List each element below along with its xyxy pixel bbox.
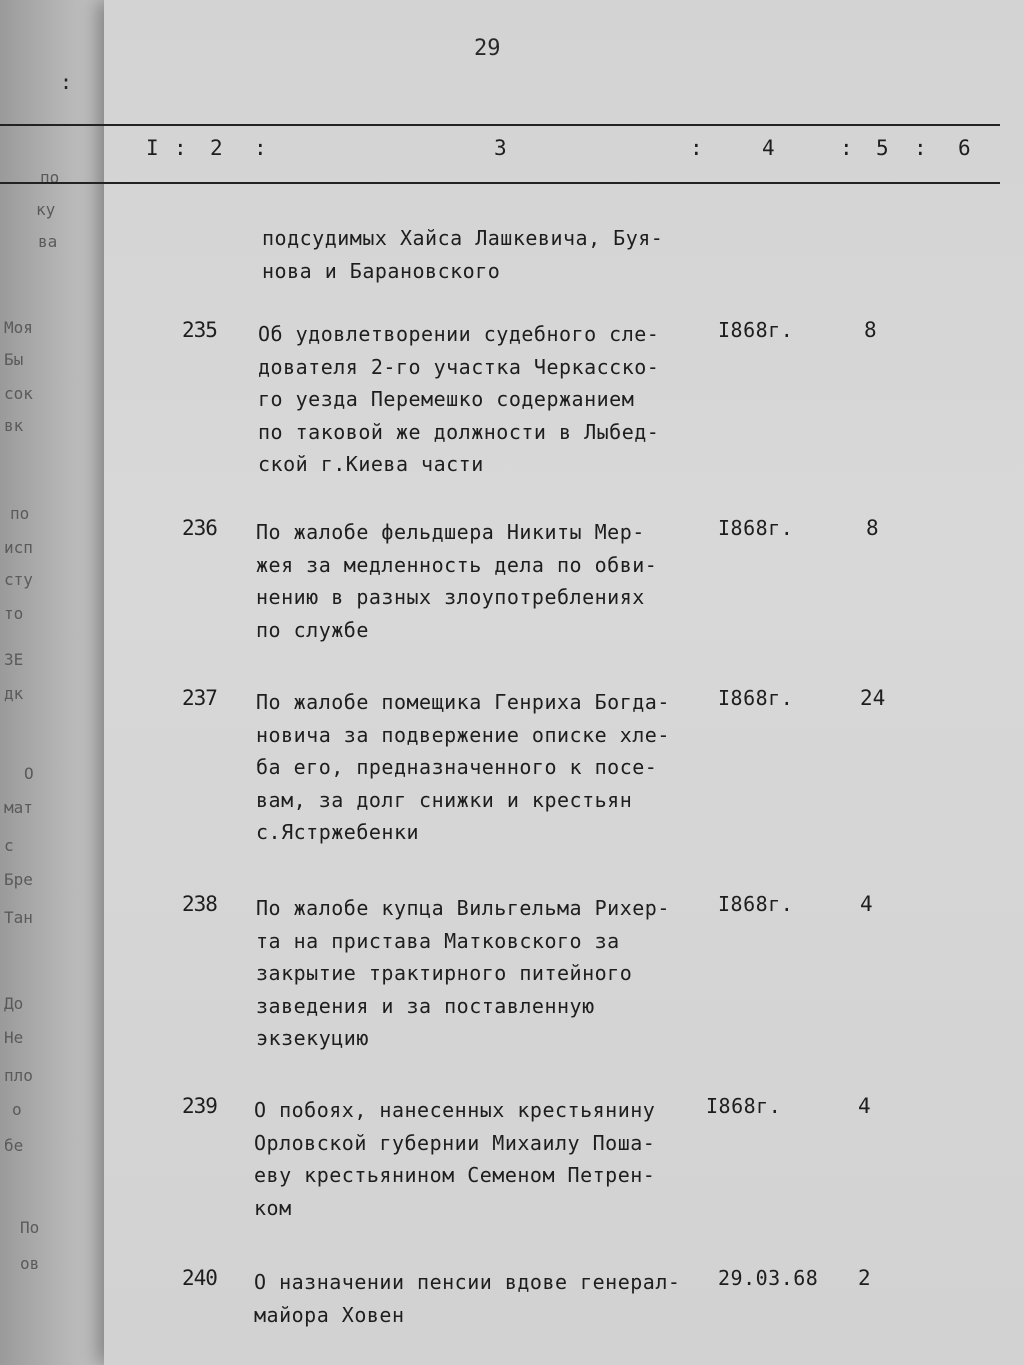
row-description: По жалобе фельдшера Никиты Мер- жея за медленность дела по обви- нению в разных злоупотреблениях по службе (256, 520, 658, 642)
margin-colon-mark: : (60, 70, 73, 94)
header-sep: : (914, 136, 929, 160)
row-number: 238 (182, 892, 217, 916)
edge-text: Не (4, 1028, 24, 1047)
edge-text: ов (20, 1254, 40, 1273)
row-date: I868г. (718, 686, 794, 710)
row-number: 240 (182, 1266, 217, 1290)
row-number: 239 (182, 1094, 217, 1118)
row-pages: 2 (858, 1266, 871, 1290)
edge-text: Бы (4, 350, 24, 369)
edge-text: по (40, 168, 60, 187)
edge-text: сок (4, 384, 33, 403)
row-pages: 8 (864, 318, 877, 342)
edge-text: то (4, 604, 24, 623)
row-description: По жалобе помещика Генриха Богда- новича за подвержение описке хле- ба его, предназначенного к посе- вам, за долг снижки и крестьян с.Ястржебенки (256, 690, 670, 844)
row-date: I868г. (718, 892, 794, 916)
edge-text: До (4, 994, 24, 1013)
edge-text: бе (4, 1136, 24, 1155)
row-date: I868г. (706, 1094, 782, 1118)
edge-text: Моя (4, 318, 33, 337)
row-pages: 24 (860, 686, 886, 710)
row-date: I868г. (718, 516, 794, 540)
edge-text: ку (36, 200, 56, 219)
edge-text: ЗЕ (4, 650, 24, 669)
row-number: 236 (182, 516, 217, 540)
table-header (0, 124, 1000, 184)
edge-text: вк (4, 416, 24, 435)
edge-text: о (12, 1100, 22, 1119)
edge-text: исп (4, 538, 33, 557)
edge-text: Тан (4, 908, 33, 927)
header-sep: : (174, 136, 189, 160)
header-col-5: 5 (876, 136, 891, 160)
edge-text: дк (4, 684, 24, 703)
edge-text: По (20, 1218, 40, 1237)
row-description: О назначении пенсии вдове генерал- майора Ховен (254, 1270, 681, 1327)
edge-text: с (4, 836, 14, 855)
row-number: 235 (182, 318, 217, 342)
row-date: 29.03.68 (718, 1266, 819, 1290)
header-col-2: 2 (210, 136, 225, 160)
row-description: подсудимых Хайса Лашкевича, Буя- нова и Барановского (262, 226, 664, 283)
header-sep: : (840, 136, 855, 160)
header-col-1: I (146, 136, 161, 160)
row-pages: 8 (866, 516, 879, 540)
row-pages: 4 (860, 892, 873, 916)
edge-text: мат (4, 798, 33, 817)
header-col-4: 4 (762, 136, 777, 160)
row-date: I868г. (718, 318, 794, 342)
edge-text: Бре (4, 870, 33, 889)
edge-text: ва (38, 232, 58, 251)
edge-text: по (10, 504, 30, 523)
row-description: О побоях, нанесенных крестьянину Орловской губернии Михаилу Поша- еву крестьянином Семеном Петрен- ком (254, 1098, 656, 1220)
edge-text: сту (4, 570, 33, 589)
header-col-6: 6 (958, 136, 973, 160)
row-description: По жалобе купца Вильгельма Рихер- та на пристава Матковского за закрытие трактирного питейного заведения и за поставленную экзекуцию (256, 896, 670, 1050)
edge-text: пло (4, 1066, 33, 1085)
edge-text: О (24, 764, 34, 783)
row-pages: 4 (858, 1094, 871, 1118)
row-description: Об удовлетворении судебного сле- дователя 2-го участка Черкасско- го уезда Перемешко содержанием по таковой же должности в Лыбед- ской г.Киева части (258, 322, 660, 476)
row-number: 237 (182, 686, 217, 710)
header-sep: : (254, 136, 269, 160)
page-number: 29 (474, 36, 501, 61)
header-col-3: 3 (494, 136, 509, 160)
header-sep: : (690, 136, 705, 160)
